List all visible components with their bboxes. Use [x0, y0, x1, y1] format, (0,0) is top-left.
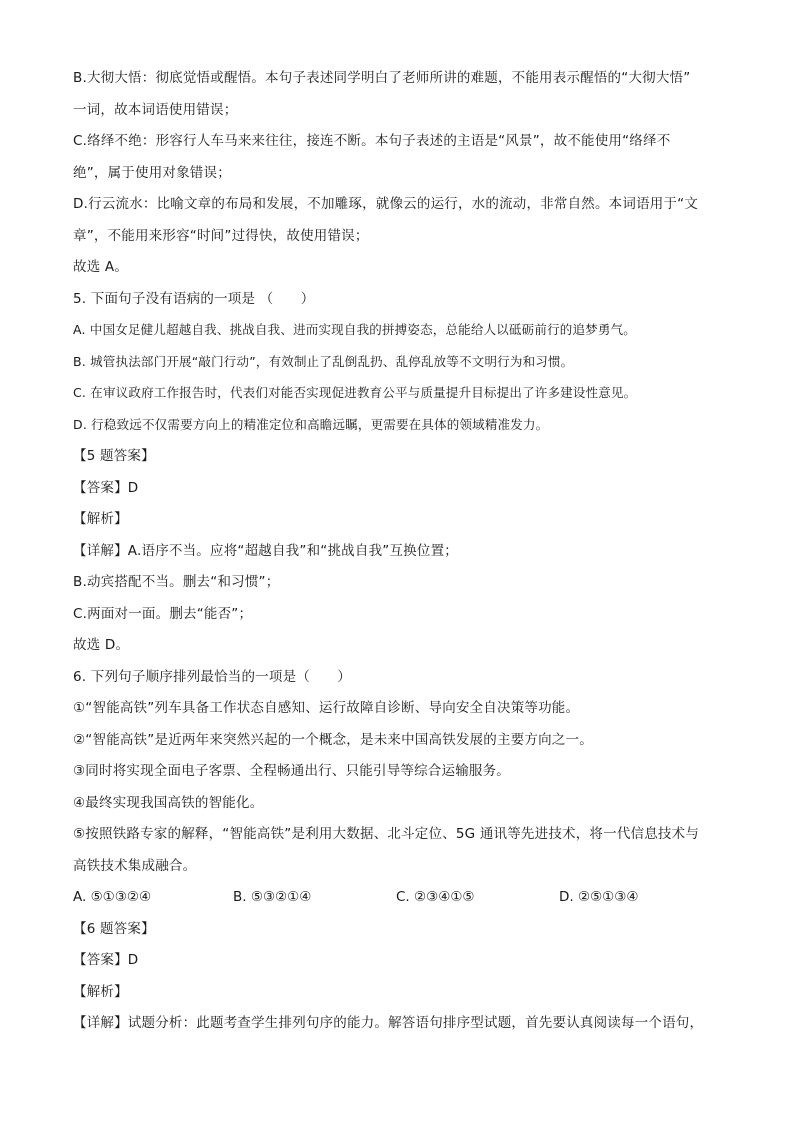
text-line: ③同时将实现全面电子客票、全程畅通出行、只能引导等综合运输服务。 [73, 763, 511, 779]
text-line: C.络绎不绝：形容行人车马来来往往，接连不断。本句子表述的主语是“风景”，故不能使用“络绎不 [73, 133, 671, 149]
text-line: 【解析】 [73, 511, 128, 527]
text-line: 【详解】试题分析：此题考查学生排列句序的能力。解答语句排序型试题，首先要认真阅读每一个语句， [73, 1015, 704, 1031]
text-line: 【答案】D [73, 952, 139, 968]
text-line: ①“智能高铁”列车具备工作状态自感知、运行故障自诊断、导向安全自决策等功能。 [73, 700, 580, 716]
text-line: B.大彻大悟：彻底觉悟或醒悟。本句子表述同学明白了老师所讲的难题，不能用表示醒悟的“大彻大悟” [73, 70, 691, 86]
text-line: C. 在审议政府工作报告时，代表们对能否实现促进教育公平与质量提升目标提出了许多建设性意见。 [73, 385, 637, 400]
text-line: 章”，不能用来形容“时间”过得快，故使用错误； [73, 228, 369, 244]
answer-option: B. ⑤③②①④ [233, 889, 312, 905]
text-line: A. 中国女足健儿超越自我、挑战自我、进而实现自我的拼搏姿态，总能给人以砥砺前行的追梦勇气。 [73, 322, 636, 337]
text-line: 一词，故本词语使用错误； [73, 102, 238, 118]
text-line: 【解析】 [73, 984, 128, 1000]
text-line: 【6 题答案】 [73, 921, 155, 937]
text-line: ②“智能高铁”是近两年来突然兴起的一个概念，是未来中国高铁发展的主要方向之一。 [73, 732, 593, 748]
text-line: D. 行稳致远不仅需要方向上的精准定位和高瞻远瞩，更需要在具体的领域精准发力。 [73, 417, 549, 432]
text-line: 【详解】A.语序不当。应将“超越自我”和“挑战自我”互换位置； [73, 543, 458, 559]
text-line: C.两面对一面。删去“能否”； [73, 606, 253, 622]
text-line: ⑤按照铁路专家的解释，“智能高铁”是利用大数据、北斗定位、5G 通讯等先进技术，将一代信息技术与 [73, 826, 700, 842]
text-line: 5. 下面句子没有语病的一项是 （ ） [73, 291, 315, 307]
answer-option: C. ②③④①⑤ [396, 889, 475, 905]
answer-option: D. ②⑤①③④ [559, 889, 639, 905]
text-line: 绝”，属于使用对象错误； [73, 165, 231, 181]
text-line: D.行云流水：比喻文章的布局和发展，不加雕琢，就像云的运行，水的流动，非常自然。本词语用于“文 [73, 196, 699, 212]
text-line: 【答案】D [73, 480, 139, 496]
text-line: 故选 D。 [73, 637, 130, 653]
text-line: B.动宾搭配不当。删去“和习惯”； [73, 574, 280, 590]
answer-option: A. ⑤①③②④ [73, 889, 152, 905]
text-line: 高铁技术集成融合。 [73, 858, 197, 874]
text-line: 【5 题答案】 [73, 448, 155, 464]
text-line: B. 城管执法部门开展“敲门行动”，有效制止了乱倒乱扔、乱停乱放等不文明行为和习惯。 [73, 354, 574, 369]
text-line: ④最终实现我国高铁的智能化。 [73, 795, 264, 811]
text-line: 故选 A。 [73, 259, 129, 275]
text-line: 6. 下列句子顺序排列最恰当的一项是（ ） [73, 669, 352, 685]
